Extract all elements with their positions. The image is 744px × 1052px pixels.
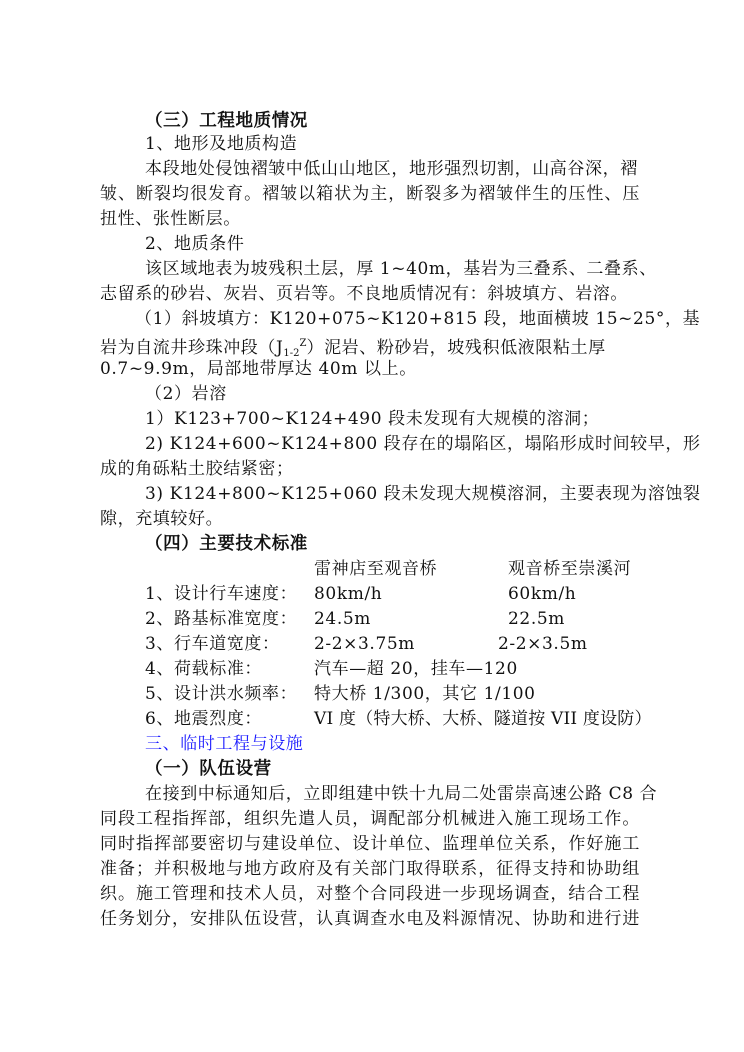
row-label: 1、设计行车速度：: [145, 584, 298, 604]
paragraph-line: （1）斜坡填方：K120+075~K120+815 段，地面横坡 15~25°，基: [135, 309, 701, 329]
subsection-heading: 2、地质条件: [145, 234, 245, 254]
paragraph-line: 任务划分，安排队伍设营，认真调查水电及料源情况、协助和进行进: [100, 909, 640, 929]
table-row: [0, 633, 744, 655]
row-value: 80km/h: [314, 584, 383, 604]
paragraph-line: 志留系的砂岩、灰岩、页岩等。不良地质情况有：斜坡填方、岩溶。: [100, 284, 628, 304]
row-value: 22.5m: [508, 609, 565, 629]
paragraph-line: 本段地处侵蚀褶皱中低山山地区，地形强烈切割，山高谷深，褶: [145, 159, 638, 179]
table-row: [0, 608, 744, 630]
column-header: 雷神店至观音桥: [314, 559, 438, 579]
table-row: [0, 658, 744, 680]
row-label: 3、行车道宽度：: [145, 634, 280, 654]
formula-subscript: 1-2: [283, 348, 300, 359]
paragraph-line: 该区域地表为坡残积土层，厚 1~40m，基岩为三叠系、二叠系、: [145, 259, 657, 279]
row-value: 2-2×3.75m: [314, 634, 415, 654]
section-4-title: （四）主要技术标准: [145, 534, 308, 554]
row-label: 4、荷载标准：: [145, 659, 263, 679]
paragraph-line: 织。施工管理和技术人员，对整个合同段进一步现场调查，结合工程: [100, 884, 640, 904]
row-value: VI 度（特大桥、大桥、隧道按 VII 度设防）: [314, 709, 652, 729]
paragraph-line: 皱、断裂均很发育。褶皱以箱状为主，断裂多为褶皱伴生的压性、压: [100, 184, 640, 204]
row-label: 6、地震烈度：: [145, 709, 263, 729]
row-value: 24.5m: [314, 609, 371, 629]
row-label: 2、路基标准宽度：: [145, 609, 298, 629]
section-1-title: （一）队伍设营: [145, 759, 272, 779]
paragraph-line: 在接到中标通知后，立即组建中铁十九局二处雷崇高速公路 C8 合: [145, 784, 658, 804]
text-fragment: ）泥岩、粉砂岩，坡残积低液限粘土厚: [306, 338, 606, 358]
paragraph-line: 3) K124+800~K125+060 段未发现大规模溶洞，主要表现为溶蚀裂: [145, 484, 701, 504]
paragraph-line: 同时指挥部要密切与建设单位、设计单位、监理单位关系，作好施工: [100, 834, 640, 854]
paragraph-line: 2) K124+600~K124+800 段存在的塌陷区，塌陷形成时间较早，形: [145, 434, 701, 454]
row-value: 汽车—超 20，挂车—120: [314, 659, 518, 679]
paragraph-line: 准备；并积极地与地方政府及有关部门取得联系，征得支持和协助组: [100, 859, 640, 879]
table-row: [0, 583, 744, 605]
column-header: 观音桥至崇溪河: [508, 559, 632, 579]
row-label: 5、设计洪水频率：: [145, 684, 298, 704]
paragraph-line: 隙，充填较好。: [100, 509, 224, 529]
table-row: [0, 683, 744, 705]
part-3-heading: 三、临时工程与设施: [145, 734, 304, 754]
text-fragment: 岩为自流井珍珠冲段（J: [100, 338, 284, 358]
section-3-title: （三）工程地质情况: [145, 111, 308, 131]
row-value: 60km/h: [508, 584, 577, 604]
paragraph-line: 0.7~9.9m，局部地带厚达 40m 以上。: [100, 359, 417, 379]
row-value: 特大桥 1/300，其它 1/100: [314, 684, 536, 704]
paragraph-line: 1）K123+700~K124+490 段未发现有大规模的溶洞；: [145, 409, 600, 429]
paragraph-line: 扭性、张性断层。: [100, 209, 241, 229]
paragraph-line: 成的角砾粘土胶结紧密；: [100, 459, 294, 479]
subsection-heading: （2）岩溶: [145, 384, 227, 404]
row-value: 2-2×3.5m: [498, 634, 588, 654]
table-row: [0, 708, 744, 730]
subsection-heading: 1、地形及地质构造: [145, 134, 298, 154]
paragraph-line: 同段工程指挥部，组织先遣人员，调配部分机械进入施工现场工作。: [100, 809, 640, 829]
formula-superscript: Z: [299, 338, 307, 349]
